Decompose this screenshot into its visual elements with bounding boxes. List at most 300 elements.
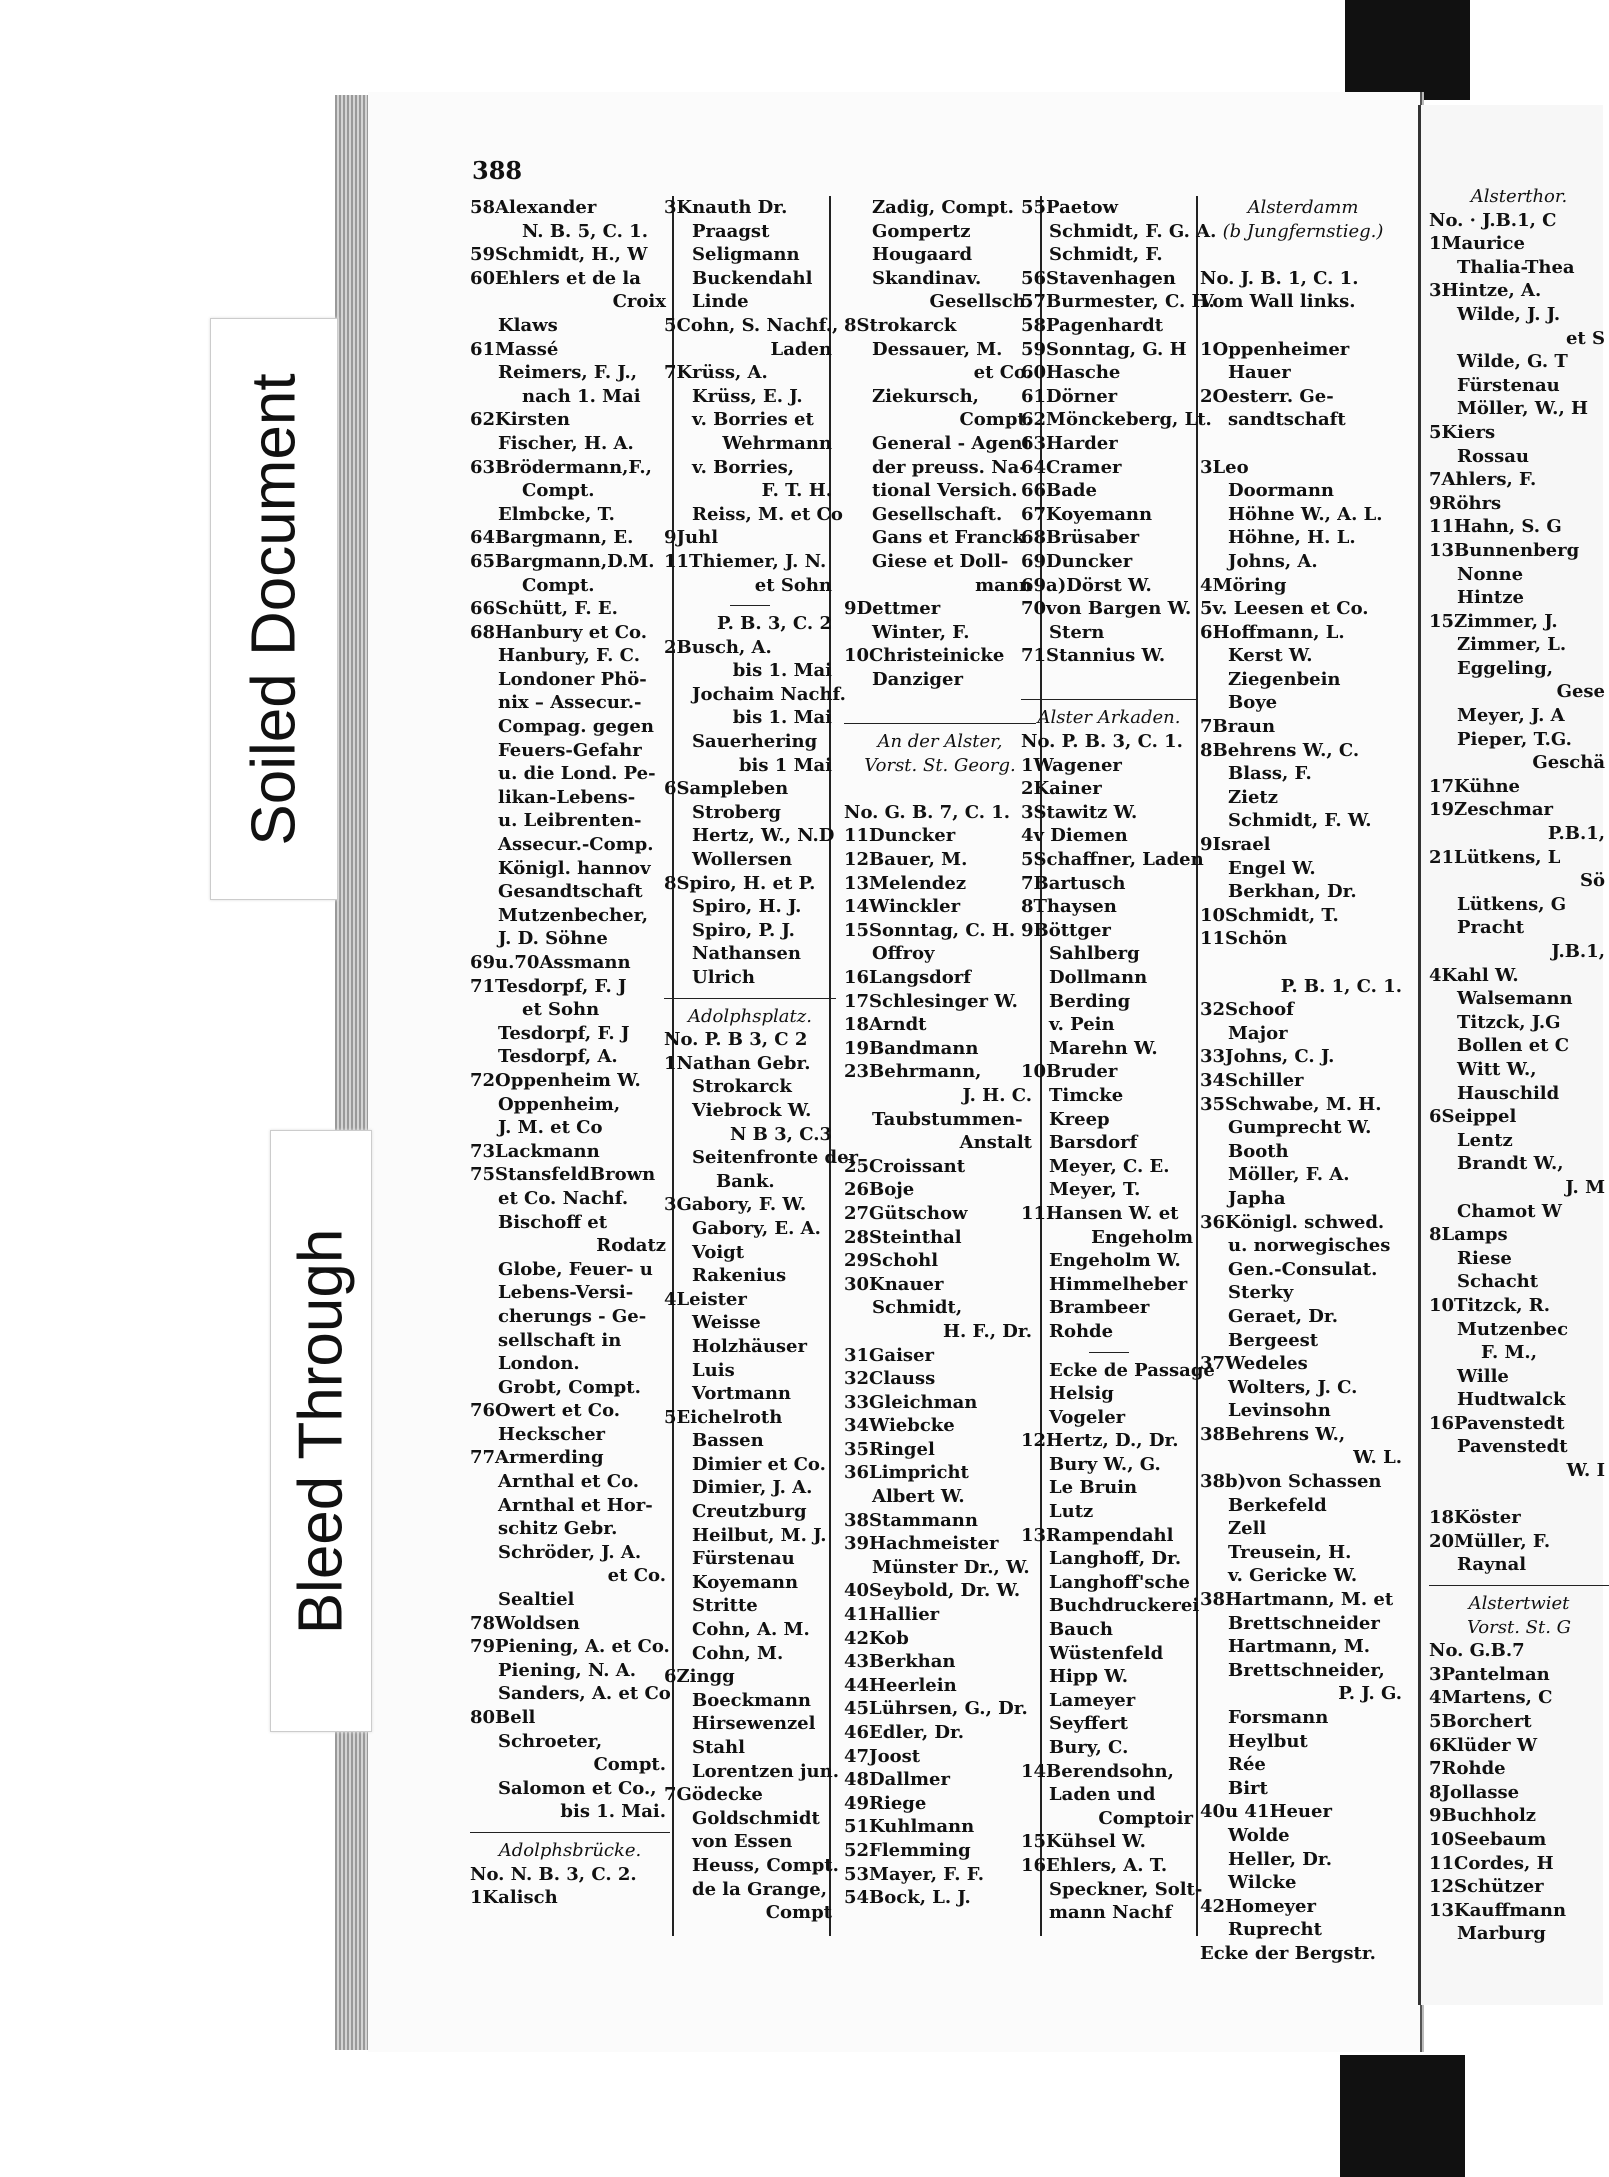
directory-entry: W. L.	[1353, 1447, 1402, 1469]
directory-entry: Boye	[1228, 692, 1278, 714]
directory-entry: 10Christeinicke	[844, 645, 1005, 667]
directory-entry: 8Strokarck	[844, 314, 957, 336]
directory-entry: bis 1. Mai.	[560, 1801, 666, 1823]
directory-entry: Linde	[692, 291, 749, 313]
page-number: 388	[472, 156, 523, 185]
directory-entry	[1200, 951, 1406, 975]
directory-entry: 11Hahn, S. G	[1429, 516, 1562, 538]
directory-entry: Japha	[1228, 1187, 1286, 1209]
directory-entry: Compt.	[522, 480, 595, 502]
directory-entry: P. J. G.	[1338, 1683, 1402, 1705]
directory-entry: 58Pagenhardt	[1021, 314, 1164, 336]
directory-entry: et Co. Nachf.	[498, 1187, 629, 1209]
directory-entry: Buckendahl	[692, 267, 813, 289]
street-heading: (b Jungfernstieg.)	[1222, 220, 1384, 242]
directory-entry: W. I	[1566, 1460, 1605, 1482]
directory-entry: 5v. Leesen et Co.	[1200, 598, 1369, 620]
directory-entry: 38b)von Schassen	[1200, 1471, 1382, 1493]
directory-entry: 69a)Dörst W.	[1021, 574, 1152, 596]
directory-entry: 56Stavenhagen	[1021, 267, 1176, 289]
directory-entry: 33Gleichman	[844, 1391, 978, 1413]
directory-entry: 7Rohde	[1429, 1758, 1506, 1780]
directory-entry: Rossau	[1457, 445, 1529, 467]
directory-entry: Wehrmann	[722, 432, 832, 454]
directory-entry: J. H. C.	[962, 1084, 1032, 1106]
directory-entry: 11Duncker	[844, 825, 956, 847]
directory-entry: N B 3, C.3	[729, 1123, 832, 1145]
directory-entry: Spiro, P. J.	[692, 919, 795, 941]
directory-entry: Bergeest	[1228, 1329, 1319, 1351]
directory-entry: 12Schützer	[1429, 1876, 1544, 1898]
soiled-document-text: Soiled Document	[239, 372, 309, 846]
directory-entry: 13Kauffmann	[1429, 1899, 1567, 1921]
directory-entry: 1Wagener	[1021, 754, 1122, 776]
directory-entry	[1021, 668, 1197, 692]
directory-entry: 67Koyemann	[1021, 503, 1153, 525]
directory-entry: Hanbury, F. C.	[498, 645, 640, 667]
directory-entry: Lameyer	[1049, 1689, 1136, 1711]
directory-entry: 11Thiemer, J. N.	[664, 550, 827, 572]
section-rule	[844, 723, 1036, 730]
directory-entry: 7Krüss, A.	[664, 362, 768, 384]
directory-entry: Arnthal et Hor-	[498, 1494, 653, 1516]
directory-entry: J. D. Söhne	[498, 928, 608, 950]
directory-entry: Meyer, T.	[1049, 1179, 1141, 1201]
directory-entry: Engel W.	[1228, 857, 1316, 879]
directory-entry: 29Schohl	[844, 1250, 939, 1272]
directory-entry: 64Bargmann, E.	[470, 527, 634, 549]
directory-entry: 4Möring	[1200, 574, 1287, 596]
directory-entry: Stern	[1049, 621, 1105, 643]
directory-entry: Seitenfronte der	[692, 1147, 859, 1169]
directory-entry: Fürstenau	[1457, 374, 1560, 396]
directory-entry	[1200, 314, 1406, 338]
directory-entry: Zadig, Compt.	[872, 197, 1014, 218]
directory-entry: 7Gödecke	[664, 1784, 763, 1806]
directory-entry: bis 1. Mai	[732, 707, 832, 729]
directory-entry: 45Lührsen, G., Dr.	[844, 1698, 1028, 1720]
directory-entry	[844, 691, 1036, 715]
directory-entry: 57Burmester, C. H.	[1021, 291, 1215, 313]
directory-entry: Cohn, M.	[692, 1642, 784, 1664]
directory-entry: Lutz	[1049, 1501, 1094, 1523]
directory-entry: 10Bruder	[1021, 1061, 1118, 1083]
page-edge	[335, 95, 370, 2050]
directory-entry: Mutzenbecher,	[498, 904, 649, 926]
directory-entry: Gumprecht W.	[1228, 1117, 1372, 1139]
directory-entry: No. P. B. 3, C. 1.	[1021, 731, 1183, 753]
directory-entry: 10Titzck, R.	[1429, 1294, 1551, 1316]
directory-entry: Skandinav.	[872, 267, 982, 289]
street-heading: Alster Arkaden.	[1037, 707, 1181, 729]
directory-entry: 6Seippel	[1429, 1106, 1517, 1128]
directory-entry: 68Brüsaber	[1021, 527, 1140, 549]
directory-entry	[1429, 1483, 1609, 1507]
directory-entry: 28Steinthal	[844, 1226, 962, 1248]
directory-entry: Mutzenbec	[1457, 1318, 1569, 1340]
directory-entry: 75StansfeldBrown	[470, 1164, 656, 1186]
street-heading: Vorst. St. G	[1466, 1616, 1572, 1638]
street-heading: Adolphsbrücke.	[498, 1839, 642, 1861]
directory-entry: Titzck, J.G	[1457, 1011, 1561, 1033]
directory-entry: 20Müller, F.	[1429, 1530, 1551, 1552]
directory-entry: Blass, F.	[1228, 763, 1312, 785]
directory-entry: Tesdorpf, A.	[498, 1046, 618, 1068]
directory-entry: Ecke der Bergstr.	[1200, 1942, 1376, 1964]
directory-entry: et S	[1565, 327, 1605, 349]
directory-entry: Bassen	[692, 1430, 764, 1452]
directory-entry: 71Stannius W.	[1021, 645, 1166, 667]
street-heading: Adolphsplatz.	[688, 1005, 812, 1027]
directory-entry: Laden	[770, 338, 832, 360]
section-rule	[664, 998, 836, 1005]
directory-entry: 23Behrmann,	[844, 1061, 982, 1083]
directory-entry: nach 1. Mai	[522, 385, 641, 407]
directory-entry: Eggeling,	[1457, 657, 1553, 679]
directory-entry: sandtschaft	[1228, 409, 1346, 431]
directory-entry: 38Stammann	[844, 1509, 978, 1531]
directory-entry: 77Armerding	[470, 1447, 604, 1469]
directory-entry: Hintze	[1457, 587, 1524, 609]
directory-entry: Assecur.-Comp.	[498, 834, 654, 856]
directory-entry: 68Hanbury et Co.	[470, 621, 648, 643]
directory-entry: Bischoff et	[498, 1211, 608, 1233]
directory-entry: 69u.70Assmann	[470, 952, 631, 973]
directory-entry: Zell	[1228, 1518, 1267, 1540]
directory-entry: Giese et Doll-	[872, 550, 1009, 572]
directory-entry: Bauch	[1049, 1619, 1114, 1641]
directory-entry: Gen.-Consulat.	[1228, 1258, 1378, 1280]
directory-entry: Berkhan, Dr.	[1228, 881, 1357, 903]
directory-entry: Nathansen	[692, 943, 801, 965]
directory-entry: 13Bunnenberg	[1429, 539, 1580, 561]
directory-entry: 17Schlesinger W.	[844, 990, 1018, 1012]
directory-entry: 15Zimmer, J.	[1429, 610, 1558, 632]
directory-entry: 48Dallmer	[844, 1769, 950, 1791]
directory-entry: 69Duncker	[1021, 550, 1133, 572]
directory-entry: 8Lamps	[1429, 1224, 1508, 1246]
directory-entry: Ziekursch,	[872, 385, 979, 407]
directory-entry: Kreep	[1049, 1108, 1110, 1130]
bleed-through-text: Bleed Through	[286, 1228, 356, 1634]
directory-entry: Heilbut, M. J.	[692, 1524, 827, 1546]
directory-entry: Spiro, H. J.	[692, 896, 802, 918]
directory-entry: Feuers-Gefahr	[498, 739, 642, 761]
directory-entry: Birt	[1228, 1777, 1268, 1799]
directory-entry: Luis	[692, 1359, 735, 1381]
directory-entry: Hougaard	[872, 244, 973, 266]
directory-entry: 1Maurice	[1429, 233, 1525, 255]
directory-entry: P. B. 1, C. 1.	[1280, 975, 1402, 997]
directory-entry: Strokarck	[692, 1076, 792, 1098]
directory-entry: Brandt W.,	[1457, 1153, 1564, 1175]
directory-entry: Sterky	[1228, 1282, 1294, 1304]
directory-entry: Höhne W., A. L.	[1228, 503, 1383, 525]
directory-entry: F. T. H.	[761, 480, 832, 502]
directory-entry	[1200, 432, 1406, 456]
directory-entry: Creutzburg	[692, 1501, 807, 1523]
directory-entry: Levinsohn	[1228, 1400, 1331, 1422]
directory-entry: Reimers, F. J.,	[498, 362, 638, 384]
directory-column-2	[664, 196, 859, 1925]
directory-entry: Dimier, J. A.	[692, 1477, 813, 1499]
directory-entry: 7Braun	[1200, 716, 1276, 738]
directory-entry: et Sohn	[522, 999, 600, 1021]
directory-entry: Heylbut	[1228, 1730, 1308, 1752]
directory-entry: Chamot W	[1457, 1200, 1562, 1222]
directory-entry: bis 1 Mai	[738, 754, 832, 776]
directory-entry: Voigt	[692, 1241, 745, 1263]
directory-entry: 58Alexander	[470, 197, 597, 218]
directory-entry: 15Kühsel W.	[1021, 1831, 1146, 1853]
directory-entry: 2Busch, A.	[664, 636, 772, 658]
directory-entry: 63Harder	[1021, 432, 1118, 454]
directory-entry: 36Limpricht	[844, 1462, 969, 1484]
directory-entry: sellschaft in	[498, 1329, 622, 1351]
directory-entry: 31Gaiser	[844, 1344, 934, 1366]
directory-entry: Meyer, C. E.	[1049, 1155, 1170, 1177]
directory-entry: 9Israel	[1200, 834, 1271, 856]
directory-entry: u. Leibrenten-	[498, 810, 642, 832]
directory-entry: Münster Dr., W.	[872, 1556, 1030, 1578]
directory-entry: Heuss, Compt.	[692, 1854, 839, 1876]
directory-entry: 52Flemming	[844, 1839, 971, 1861]
directory-entry: Brettschneider	[1228, 1612, 1380, 1634]
directory-entry: Albert W.	[872, 1486, 965, 1508]
directory-entry: 3Knauth Dr.	[664, 197, 788, 218]
directory-entry: Croix	[612, 291, 666, 313]
directory-entry: v. Gericke W.	[1228, 1565, 1358, 1587]
directory-entry: Vortmann	[692, 1383, 791, 1405]
directory-entry: 13Rampendahl	[1021, 1524, 1174, 1546]
directory-entry: 72Oppenheim W.	[470, 1069, 641, 1091]
directory-entry: Bury, C.	[1049, 1737, 1129, 1758]
directory-entry: Stritte	[692, 1595, 758, 1617]
directory-entry: Zietz	[1228, 786, 1278, 808]
directory-entry: Wilde, G. T	[1457, 351, 1568, 373]
directory-entry: 63Brödermann,F.,	[470, 456, 652, 478]
directory-entry: Reiss, M. et Co	[692, 503, 843, 525]
directory-entry: 64Cramer	[1021, 456, 1122, 478]
directory-entry: Danziger	[872, 668, 963, 690]
directory-entry: Zimmer, L.	[1457, 634, 1567, 656]
directory-entry: No. · J.B.1, C	[1429, 209, 1557, 231]
directory-entry: Piening, N. A.	[498, 1659, 637, 1681]
directory-entry: Rakenius	[692, 1265, 787, 1287]
directory-entry: 7Bartusch	[1021, 872, 1126, 894]
directory-entry: 7Ahlers, F.	[1429, 469, 1537, 491]
directory-entry: Königl. hannov	[498, 857, 651, 879]
directory-entry: Nonne	[1457, 563, 1524, 585]
directory-entry: 54Bock, L. J.	[844, 1887, 971, 1909]
directory-entry: 71Tesdorpf, F. J	[470, 975, 627, 997]
directory-entry: von Essen	[692, 1831, 793, 1853]
directory-entry: Vom Wall links.	[1200, 291, 1356, 313]
directory-entry: Bollen et C	[1457, 1035, 1570, 1057]
directory-entry: Lentz	[1457, 1129, 1513, 1151]
directory-entry: Wilde, J. J.	[1457, 303, 1561, 325]
directory-entry: Laden und	[1049, 1784, 1156, 1806]
right-page	[1418, 105, 1603, 2005]
directory-entry: Compt.	[959, 409, 1032, 431]
directory-entry: 32Clauss	[844, 1368, 936, 1390]
directory-entry: Sö	[1579, 870, 1605, 892]
section-rule	[470, 1832, 670, 1839]
directory-column-3	[844, 196, 1036, 1910]
directory-entry: Langhoff, Dr.	[1049, 1548, 1182, 1570]
directory-entry: 8Thaysen	[1021, 896, 1117, 918]
directory-entry: Gesandtschaft	[498, 881, 643, 903]
directory-entry: Elmbcke, T.	[498, 503, 615, 525]
directory-entry: 70von Bargen W.	[1021, 598, 1192, 620]
directory-entry: Engeholm W.	[1049, 1250, 1181, 1272]
directory-entry: Booth	[1228, 1140, 1289, 1162]
directory-entry: 5Kiers	[1429, 421, 1496, 443]
binding-bar-top	[1345, 0, 1470, 100]
directory-entry: Witt W.,	[1457, 1058, 1537, 1080]
directory-entry: v. Pein	[1049, 1014, 1115, 1036]
directory-entry: Jochaim Nachf.	[692, 683, 846, 705]
directory-entry: Krüss, E. J.	[692, 385, 803, 407]
directory-entry: Wollersen	[692, 849, 793, 871]
directory-entry: Schmidt,	[872, 1297, 963, 1319]
directory-entry: Gesellsch.	[929, 291, 1032, 313]
directory-entry: 55Paetow	[1021, 197, 1119, 218]
directory-entry: Boeckmann	[692, 1689, 811, 1711]
directory-entry: 9Juhl	[664, 527, 719, 549]
street-heading: An der Alster,	[877, 731, 1003, 753]
directory-entry: J. M. et Co	[498, 1117, 603, 1139]
directory-entry: Engeholm	[1091, 1226, 1193, 1248]
directory-entry: Marehn W.	[1049, 1037, 1158, 1059]
directory-entry: 12Bauer, M.	[844, 849, 968, 871]
directory-entry: 3Gabory, F. W.	[664, 1194, 807, 1216]
directory-entry: 8Behrens W., C.	[1200, 739, 1360, 761]
directory-entry: 62Mönckeberg, Lt.	[1021, 409, 1212, 431]
directory-entry: Sauerhering	[692, 731, 818, 753]
directory-entry: 19Bandmann	[844, 1037, 979, 1059]
directory-entry: 8Spiro, H. et P.	[664, 872, 816, 894]
directory-entry: Compt.	[522, 574, 595, 596]
directory-entry: 61Massé	[470, 338, 559, 360]
directory-entry: Ecke de Passage	[1049, 1359, 1215, 1381]
directory-entry: u. die Lond. Pe-	[498, 763, 656, 785]
directory-entry: Anstalt	[959, 1132, 1032, 1154]
directory-entry: Lorentzen jun.	[692, 1760, 839, 1782]
directory-entry: 3Pantelman	[1429, 1663, 1550, 1685]
directory-entry: 6Klüder W	[1429, 1734, 1538, 1756]
directory-entry: J. M	[1565, 1176, 1605, 1198]
directory-entry: Geschä	[1532, 752, 1605, 774]
directory-entry: Praagst	[692, 220, 770, 242]
directory-entry: 6Zingg	[664, 1666, 735, 1688]
directory-entry: nix – Assecur.-	[498, 692, 642, 714]
section-rule	[1021, 699, 1197, 706]
street-heading: Vorst. St. Georg.	[864, 754, 1016, 776]
directory-entry: Treusein, H.	[1228, 1541, 1352, 1563]
directory-entry: et Sohn	[754, 574, 832, 596]
directory-entry: 66Bade	[1021, 480, 1097, 502]
soiled-document-label	[210, 318, 338, 900]
directory-entry: Fischer, H. A.	[498, 432, 634, 454]
directory-entry: Bank.	[716, 1170, 775, 1192]
directory-entry: Geraet, Dr.	[1228, 1305, 1338, 1327]
directory-entry: No. P. B 3, C 2	[664, 1029, 808, 1051]
directory-entry: 53Mayer, F. F.	[844, 1863, 984, 1885]
directory-entry: 11Schön	[1200, 928, 1288, 950]
directory-column-1	[470, 196, 670, 1910]
directory-entry: 47Joost	[844, 1745, 921, 1767]
directory-entry: Gabory, E. A.	[692, 1217, 821, 1239]
directory-entry: Compt	[765, 1902, 832, 1924]
directory-entry: 34Wiebcke	[844, 1415, 955, 1437]
directory-entry: 4Leister	[664, 1288, 747, 1310]
directory-entry: Weisse	[692, 1312, 761, 1334]
directory-entry: 44Heerlein	[844, 1674, 957, 1696]
directory-entry: Johns, A.	[1228, 550, 1318, 572]
directory-entry: Pieper, T.G.	[1457, 728, 1572, 750]
directory-entry: 42Homeyer	[1200, 1895, 1316, 1917]
directory-entry: Raynal	[1457, 1554, 1527, 1576]
directory-entry: 61Dörner	[1021, 385, 1118, 407]
directory-entry: Koyemann	[692, 1571, 799, 1593]
directory-entry: 13Melendez	[844, 872, 967, 894]
directory-entry: v. Borries et	[692, 409, 814, 431]
directory-entry: 5Eichelroth	[664, 1406, 783, 1428]
directory-entry: Ruprecht	[1228, 1919, 1322, 1941]
directory-entry: Langhoff'sche	[1049, 1571, 1191, 1593]
directory-entry: 79Piening, A. et Co.	[470, 1636, 670, 1658]
directory-entry: 80Bell	[470, 1707, 536, 1728]
directory-entry: 3Hintze, A.	[1429, 280, 1542, 302]
section-rule	[1429, 1585, 1609, 1592]
directory-entry: Berkefeld	[1228, 1494, 1327, 1516]
directory-entry: 35Ringel	[844, 1438, 935, 1460]
directory-entry: 9Buchholz	[1429, 1805, 1537, 1827]
directory-entry: Rée	[1228, 1754, 1266, 1776]
directory-entry: 40Seybold, Dr. W.	[844, 1580, 1021, 1602]
directory-entry: 41Hallier	[844, 1604, 940, 1626]
directory-entry: 38Behrens W.,	[1200, 1423, 1346, 1445]
directory-entry: Sealtiel	[498, 1589, 575, 1611]
directory-entry: et Co.	[973, 362, 1032, 384]
directory-entry: Hirsewenzel	[692, 1713, 816, 1735]
directory-entry: Schmidt, F.	[1049, 244, 1163, 266]
directory-entry: Brettschneider,	[1228, 1659, 1385, 1681]
directory-entry: 21Lütkens, L	[1429, 846, 1561, 868]
directory-entry: 5Schaffner, Laden	[1021, 849, 1204, 871]
directory-entry: 38Hartmann, M. et	[1200, 1589, 1394, 1611]
directory-entry: mann Nachf	[1049, 1902, 1173, 1924]
directory-entry: Globe, Feuer- u	[498, 1258, 653, 1280]
directory-entry: Ziegenbein	[1228, 668, 1341, 690]
directory-entry: 16Ehlers, A. T.	[1021, 1854, 1168, 1876]
directory-entry: Holzhäuser	[692, 1335, 807, 1357]
directory-entry: likan-Lebens-	[498, 786, 636, 808]
directory-entry: Grobt, Compt.	[498, 1376, 641, 1398]
directory-entry: Hertz, W., N.D	[692, 825, 835, 847]
section-rule	[1089, 1352, 1129, 1359]
directory-entry: 14Winckler	[844, 896, 961, 918]
directory-entry: 19Zeschmar	[1429, 799, 1554, 821]
directory-entry: Brambeer	[1049, 1297, 1150, 1319]
directory-entry: Sanders, A. et Co	[498, 1683, 671, 1705]
directory-entry: Gese	[1556, 681, 1605, 703]
directory-entry: 10Seebaum	[1429, 1828, 1547, 1850]
directory-entry: Möller, F. A.	[1228, 1164, 1350, 1186]
directory-entry: 9Böttger	[1021, 919, 1111, 941]
directory-entry: Rohde	[1049, 1320, 1114, 1342]
